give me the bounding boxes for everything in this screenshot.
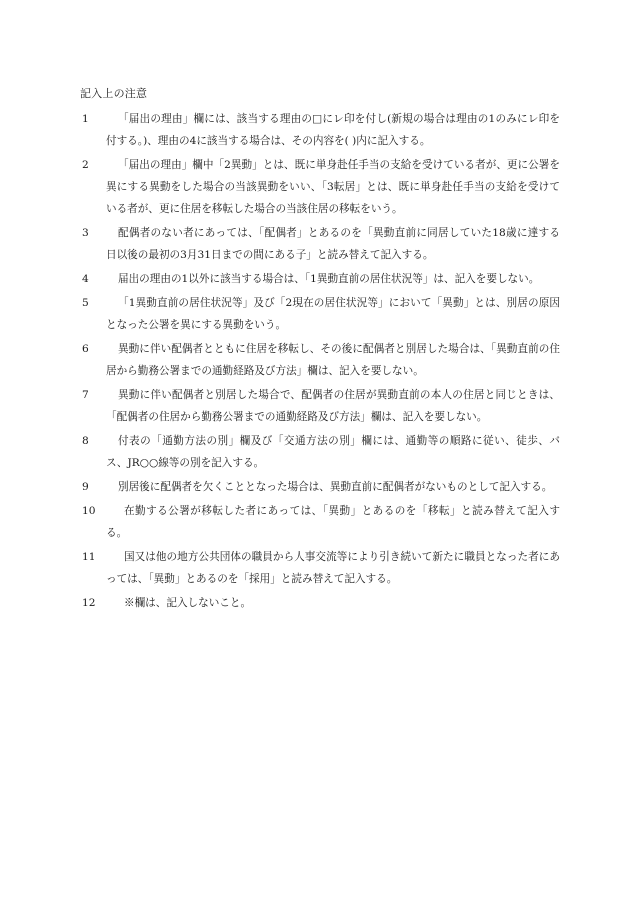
note-text: 「届出の理由」欄には、該当する理由の□にレ印を付し(新規の場合は理由の1のみにレ印を付する。)、理由の4に該当する場合は、その内容を( )内に記入する。	[106, 113, 560, 147]
note-item	[72, 268, 560, 290]
note-item	[72, 154, 560, 220]
note-number: 2	[82, 159, 89, 171]
note-text: 異動に伴い配偶者と別居した場合で、配偶者の住居が異動直前の本人の住居と同じときは、「配偶者の住居から勤務公署までの通勤経路及び方法」欄は、記入を要しない。	[106, 389, 560, 423]
note-text: 届出の理由の1以外に該当する場合は、「1異動直前の居住状況等」は、記入を要しない。	[118, 273, 540, 285]
note-text: ※欄は、記入しないこと。	[124, 597, 252, 609]
notes-list	[72, 108, 560, 614]
note-item	[72, 592, 560, 614]
note-text: 配偶者のない者にあっては、「配偶者」とあるのを「異動直前に同居していた18歳に達する日以後の最初の3月31日までの間にある子」と読み替えて記入する。	[106, 227, 560, 261]
note-item	[72, 384, 560, 428]
note-number: 4	[82, 273, 89, 285]
note-text: 在勤する公署が移転した者にあっては、「異動」とあるのを「移転」と読み替えて記入する。	[106, 505, 560, 539]
note-text: 国又は他の地方公共団体の職員から人事交流等により引き続いて新たに職員となった者にあっては、「異動」とあるのを「採用」と読み替えて記入する。	[106, 551, 560, 585]
note-number: 6	[82, 343, 89, 355]
note-number: 12	[82, 597, 96, 609]
note-number: 1	[82, 113, 89, 125]
note-number: 3	[82, 227, 89, 239]
note-text: 「届出の理由」欄中「2異動」とは、既に単身赴任手当の支給を受けている者が、更に公署を異にする異動をした場合の当該異動をいい、「3転居」とは、既に単身赴任手当の支給を受けている者が、更に住居を移転した場合の当該住居の移転をいう。	[106, 159, 560, 215]
note-number: 8	[82, 435, 89, 447]
note-text: 「1異動直前の居住状況等」及び「2現在の居住状況等」において「異動」とは、別居の原因となった公署を異にする異動をいう。	[106, 297, 560, 331]
note-item	[72, 500, 560, 544]
note-item	[72, 338, 560, 382]
note-text: 異動に伴い配偶者とともに住居を移転し、その後に配偶者と別居した場合は、「異動直前の住居から勤務公署までの通勤経路及び方法」欄は、記入を要しない。	[106, 343, 560, 377]
note-number: 7	[82, 389, 89, 401]
note-item	[72, 292, 560, 336]
note-item	[72, 430, 560, 474]
note-text: 付表の「通勤方法の別」欄及び「交通方法の別」欄には、通勤等の順路に従い、徒歩、バス、JR○○線等の別を記入する。	[106, 435, 560, 469]
note-number: 11	[82, 551, 96, 563]
note-text: 別居後に配偶者を欠くこととなった場合は、異動直前に配偶者がないものとして記入する。	[118, 481, 553, 493]
note-item	[72, 476, 560, 498]
note-number: 9	[82, 481, 89, 493]
note-item	[72, 108, 560, 152]
note-item	[72, 546, 560, 590]
page-title: 記入上の注意	[80, 87, 148, 100]
note-number: 10	[82, 505, 96, 517]
note-item	[72, 222, 560, 266]
note-number: 5	[82, 297, 89, 309]
